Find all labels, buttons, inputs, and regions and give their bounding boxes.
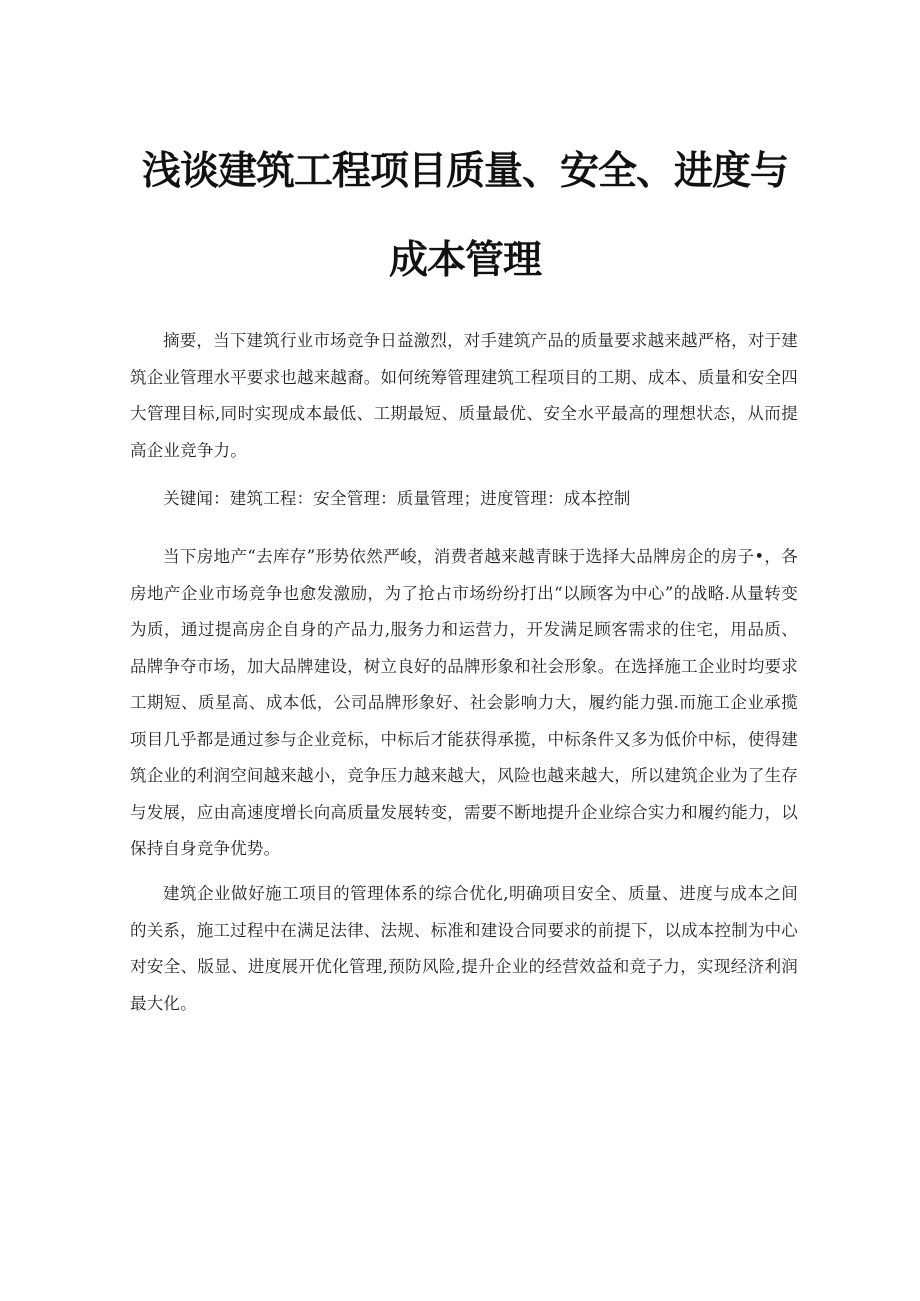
document-title-line-1: 浅谈建筑工程项目质量、安全、进度与	[141, 149, 788, 194]
body-paragraph: 建筑企业做好施工项目的管理体系的综合优化,明确项目安全、质量、进度与成本之间的关系，施工过程中在满足法律、法规、标准和建设合同要求的前提下，以成本控制为中心对安全、版显、进度展开优化管理,预防风险,提升企业的经营效益和竞子力，实现经济利润最大化。	[130, 884, 798, 1013]
body-paragraph: 当下房地产“去库存”形势依然严峻，消费者越来越青睐于选择大品牌房企的房子•，各房地产企业市场竞争也愈发激励，为了抢占市场纷纷打出“以顾客为中心”的战略.从量转变为质，通过提高房企自身的产品力,服务力和运营力，开发满足顾客需求的住宅，用品质、品牌争夺市场，加大品牌建设，树立良好的品牌形象和社会形象。在选择施工企业时均要求工期短、质星高、成本低，公司品牌形象好、社会影响力大，履约能力强.而施工企业承揽项目几乎都是通过参与企业竞标，中标后才能获得承揽，中标条件又多为低价中标，使得建筑企业的利润空间越来越小，竞争压力越来越大，风险也越来越大，所以建筑企业为了生存与发展，应由高速度增长向高质量发展转变，需要不断地提升企业综合实力和履约能力，以保持自身竞争优势。	[130, 547, 798, 858]
abstract-paragraph: 摘要，当下建筑行业市场竞争日益激烈，对手建筑产品的质量要求越来越严格，对于建筑企业管理水平要求也越来越裔。如何统筹管理建筑工程项目的工期、成本、质量和安全四大管理目标,同时实现成本最低、工期最短、质量最优、安全水平最高的理想状态，从而提高企业竞争力。	[130, 331, 798, 460]
document-title-line-2: 成本管理	[388, 238, 541, 283]
keywords-line: 关键闻：建筑工程：安全管理：质量管理；进度管理：成本控制	[163, 489, 631, 508]
